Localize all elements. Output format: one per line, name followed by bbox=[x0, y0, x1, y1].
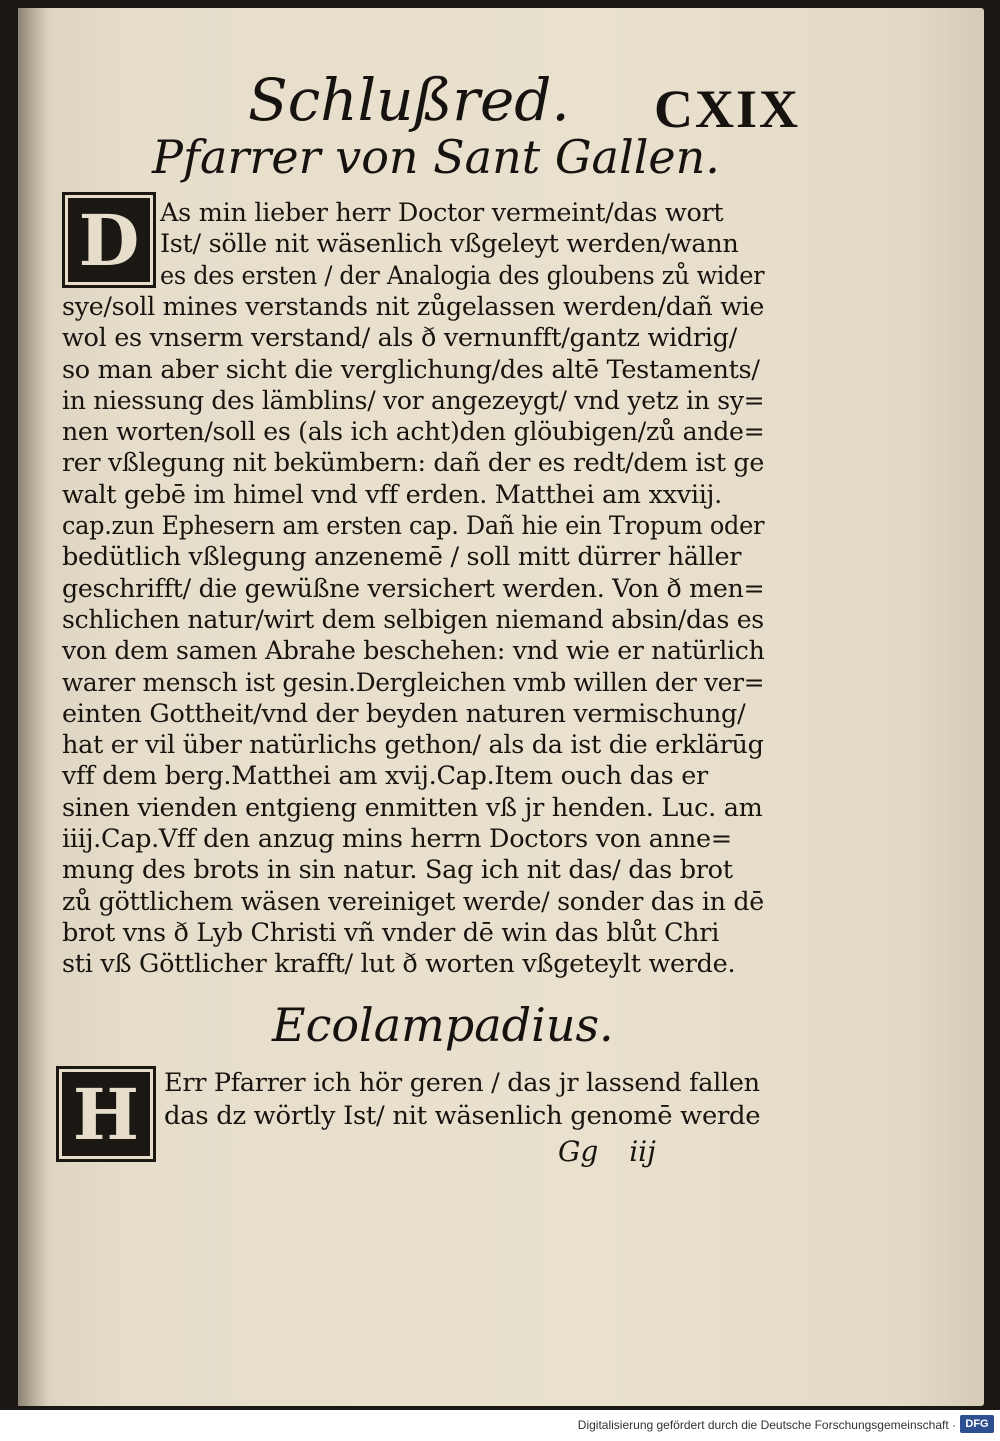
page-gutter-shadow bbox=[18, 8, 48, 1406]
text-line: sinen vienden entgieng enmitten vß jr henden. Luc. am bbox=[62, 792, 763, 823]
text-line: iiij.Cap.Vff den anzug mins herrn Doctors von anne= bbox=[62, 824, 732, 854]
text-line: warer mensch ist gesin.Dergleichen vmb willen der ver= bbox=[62, 667, 765, 698]
text-line: brot vns ð Lyb Christi vñ vnder dē win das blůt Chri bbox=[62, 917, 720, 948]
text-line: es des ersten / der Analogia des gloubens zů wider bbox=[160, 260, 765, 291]
text-line: hat er vil über natürlichs gethon/ als da ist die erklärūg bbox=[62, 730, 764, 761]
text-line: mung des brots in sin natur. Sag ich nit das/ das brot bbox=[62, 855, 733, 886]
text-line: sye/soll mines verstands nit zůgelassen werden/dañ wie bbox=[62, 291, 765, 322]
section-heading-pfarrer: Pfarrer von Sant Gallen. bbox=[152, 130, 720, 184]
text-line: rer vßlegung nit bekümbern: dañ der es redt/dem ist ge bbox=[62, 448, 764, 479]
text-line: so man aber sicht die verglichung/des altē Testaments/ bbox=[62, 354, 760, 385]
text-line: das dz wörtly Ist/ nit wäsenlich genomē werde bbox=[164, 1101, 761, 1131]
text-line: Err Pfarrer ich hör geren / das jr lassend fallen bbox=[164, 1068, 760, 1098]
text-line: walt gebē im himel vnd vff erden. Matthei am xxviij. bbox=[62, 479, 722, 510]
text-line: wol es vnserm verstand/ als ð vernunfft/gantz widrig/ bbox=[62, 323, 737, 354]
text-line: schlichen natur/wirt dem selbigen niemand absin/das es bbox=[62, 604, 764, 635]
section-heading-ecolampadius: Ecolampadius. bbox=[272, 998, 614, 1052]
funding-credit: Digitalisierung gefördert durch die Deutsche Forschungsgemeinschaft · bbox=[577, 1418, 956, 1432]
text-line: bedütlich vßlegung anzenemē / soll mitt dürrer häller bbox=[62, 542, 742, 573]
running-head: Schlußred. bbox=[248, 66, 570, 134]
decorated-initial-d: D bbox=[62, 192, 156, 288]
signature-mark: Gg iij bbox=[558, 1135, 656, 1168]
text-line: geschrifft/ die gewüßne versichert werden. Von ð men= bbox=[62, 573, 765, 604]
text-line: einten Gottheit/vnd der beyden naturen vermischung/ bbox=[62, 698, 746, 729]
folio-number: CXIX bbox=[654, 79, 801, 139]
dfg-logo: DFG bbox=[960, 1415, 994, 1433]
text-line: As min lieber herr Doctor vermeint/das wort bbox=[160, 198, 724, 228]
text-line: zů göttlichem wäsen vereiniget werde/ sonder das in dē bbox=[62, 886, 764, 917]
text-line: Ist/ sölle nit wäsenlich vßgeleyt werden/wann bbox=[160, 229, 739, 260]
text-line: von dem samen Abrahe beschehen: vnd wie er natürlich bbox=[62, 636, 765, 667]
text-line: cap.zun Ephesern am ersten cap. Dañ hie ein Tropum oder bbox=[62, 511, 765, 541]
text-line: nen worten/soll es (als ich acht)den glöubigen/zů ande= bbox=[62, 417, 765, 448]
footer-bar bbox=[0, 1410, 1000, 1441]
text-line: in niessung des lämblins/ vor angezeygt/ vnd yetz in sy= bbox=[62, 385, 765, 416]
text-line: sti vß Göttlicher krafft/ lut ð worten vßgeteylt werde. bbox=[62, 949, 736, 980]
text-line: vff dem berg.Matthei am xvij.Cap.Item ouch das er bbox=[62, 761, 708, 792]
decorated-initial-h: H bbox=[56, 1066, 156, 1162]
